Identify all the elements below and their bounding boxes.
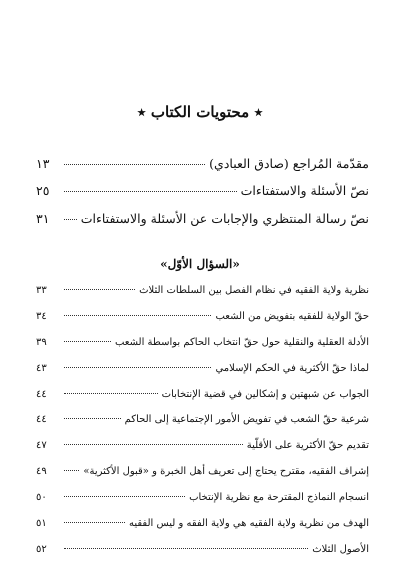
toc-entry — [36, 544, 369, 560]
dot-leader — [64, 444, 243, 445]
toc-entry — [36, 492, 369, 508]
dot-leader — [64, 191, 237, 192]
page-number: ٣٣ — [36, 285, 47, 296]
entry-title: إشراف الفقيه، مقترح يحتاج إلى تعريف أهل الخبرة و «قبول الأكثرية» — [83, 466, 369, 477]
page-number: ٥٠ — [36, 492, 47, 503]
toc-entry — [36, 337, 369, 353]
section-title: «السؤال الأوّل» — [160, 257, 240, 271]
dot-leader — [64, 219, 77, 220]
dot-leader — [64, 315, 211, 316]
entry-title: شرعية حقّ الشعب في تفويض الأمور الإجتماعية إلى الحاكم — [124, 414, 369, 425]
toc-entry — [36, 363, 369, 379]
page-number: ٤٧ — [36, 440, 47, 451]
page-number: ٤٤ — [36, 389, 47, 400]
entry-title: نظرية ولاية الفقيه في نظام الفصل بين السلطات الثلاث — [139, 285, 369, 296]
toc-entry — [36, 285, 369, 301]
toc-entry — [36, 440, 369, 456]
toc-entry — [36, 389, 369, 405]
entry-title: لماذا حقّ الأكثرية في الحكم الإسلامي — [215, 363, 369, 374]
page-number: ٥٢ — [36, 544, 47, 555]
dot-leader — [64, 341, 111, 342]
entry-title: الأصول الثلاث — [312, 544, 369, 555]
entry-title: نصّ الأسئلة والاستفتاءات — [240, 183, 369, 198]
page-number: ٣١ — [36, 211, 50, 226]
page-number: ٤٤ — [36, 414, 47, 425]
page-number: ١٣ — [36, 156, 50, 171]
toc-entry — [36, 211, 369, 227]
dot-leader — [64, 164, 205, 165]
page-number: ٥١ — [36, 518, 47, 529]
entry-title: نصّ رسالة المنتظري والإجابات عن الأسئلة والاستفتاءات — [80, 211, 369, 226]
toc-entry — [36, 311, 369, 327]
entry-title: الهدف من نظرية ولاية الفقيه هي ولاية الفقه و ليس الفقيه — [128, 518, 369, 529]
toc-entry — [36, 183, 369, 199]
toc-entry — [36, 518, 369, 534]
toc-entry — [36, 466, 369, 482]
page-number: ٤٩ — [36, 466, 47, 477]
page-number: ٣٩ — [36, 337, 47, 348]
dot-leader — [64, 289, 135, 290]
page-number: ٣٤ — [36, 311, 47, 322]
dot-leader — [64, 418, 121, 419]
dot-leader — [64, 522, 125, 523]
dot-leader — [64, 367, 211, 368]
entry-title: تقديم حقّ الأكثرية على الأقلّية — [246, 440, 369, 451]
entry-title: حقّ الولاية للفقيه بتفويض من الشعب — [215, 311, 369, 322]
entry-title: الأدلة العقلية والنقلية حول حقّ انتخاب الحاكم بواسطة الشعب — [114, 337, 369, 348]
toc-entry — [36, 414, 369, 430]
dot-leader — [64, 548, 308, 549]
entry-title: الجواب عن شبهتين و إشكالين في قضية الإنتخابات — [161, 389, 369, 400]
entry-title: انسجام النماذج المقترحة مع نظرية الإنتخاب — [189, 492, 369, 503]
page-number: ٢٥ — [36, 183, 50, 198]
toc-entry — [36, 156, 369, 172]
entry-title: مقدّمة المُراجع (صادق العبادي) — [209, 156, 369, 171]
dot-leader — [64, 470, 79, 471]
dot-leader — [64, 496, 185, 497]
page-number: ٤٣ — [36, 363, 47, 374]
dot-leader — [64, 393, 158, 394]
toc-title: ٭ محتويات الكتاب ٭ — [137, 103, 263, 121]
